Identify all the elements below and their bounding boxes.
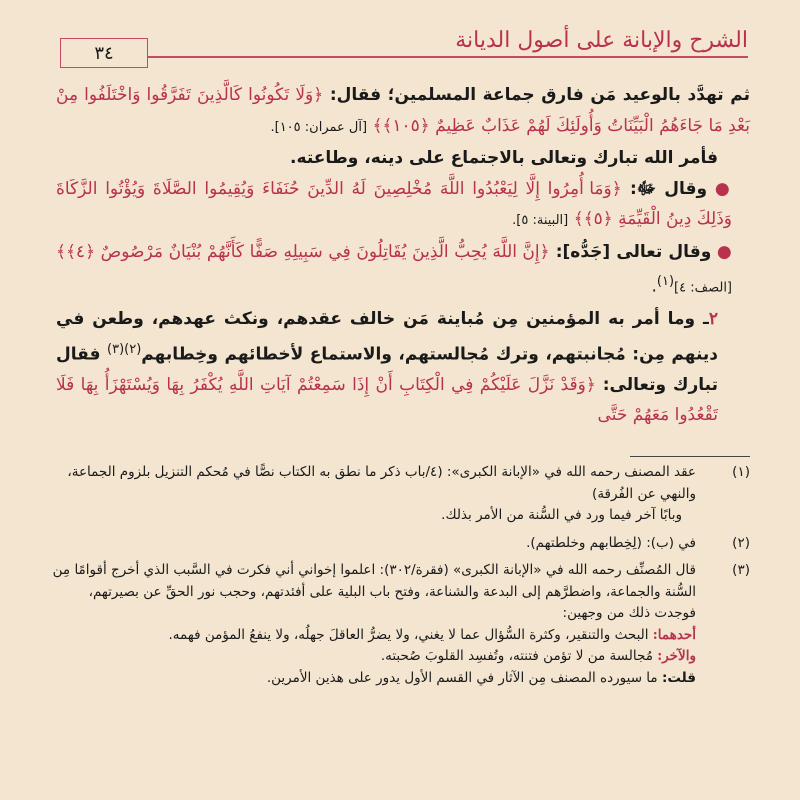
page-number-box bbox=[60, 38, 148, 68]
footnote-2 bbox=[52, 533, 750, 555]
comment-text: ما سيورده المصنف مِن الآثار في القسم الأول يدور على هذين الأمرين. bbox=[266, 669, 662, 686]
paragraph-2 bbox=[56, 143, 750, 174]
bullet-2: ● bbox=[716, 241, 732, 262]
footnote-3-text: قال المُصنِّف رحمه الله في «الإبانة الكبرى» (فقرة/٣٠٢): اعلموا إخواني أني فكرت في السَّبب الذي أخرج أقوامًا مِن السُّنة والجماعة، واضطرَّهم إلى البدعة والشناعة، وفتح باب البلية على أفئدتهم، وحجب نور الحقِّ عن بصيرتهم، فوجدت ذلك من وجهين: bbox=[52, 562, 696, 621]
quran-verse-4: ﴿وَقَدْ نَزَّلَ عَلَيْكُمْ فِي الْكِتَابِ أَنْ إِذَا سَمِعْتُمْ آيَاتِ اللَّهِ يُكْفَرُ بِهَا وَيُسْتَهْزَأُ بِهَا فَلَا تَقْعُدُوا مَعَهُمْ حَتَّى bbox=[56, 374, 718, 426]
p3-text: وقال ﷻ: bbox=[621, 178, 708, 199]
paragraph-5 bbox=[56, 304, 750, 431]
p1-text: ثم تهدَّد بالوعيد مَن فارق جماعة المسلمين؛ فقال: bbox=[323, 85, 751, 105]
running-title: الشرح والإبانة على أصول الديانة bbox=[455, 28, 748, 53]
footnote-1-text: عقد المصنف رحمه الله في «الإبانة الكبرى»: (٤/باب ذكر ما نطق به الكتاب نصًّا في مُحكم التنزيل بلزوم الجماعة، والنهي عن الفُرقة) bbox=[67, 464, 696, 502]
p5-text-c: فقال تبارك وتعالى: bbox=[56, 344, 718, 395]
point-1-text: البحث والتنقير، وكثرة السُّؤال عما لا يغني، ولا يضرُّ العاقلَ جهلُه، ولا ينفعُ المؤمن فهمه. bbox=[168, 626, 653, 643]
footnote-3-comment bbox=[52, 668, 696, 690]
paragraph-1 bbox=[56, 80, 750, 143]
point-2-text: مُجالسة من لا تؤمن فتنته، وتُفسِد القلوبَ صُحبته. bbox=[380, 648, 658, 664]
footnote-2-text: في (ب): (لِخِطابهم وخلطتهم). bbox=[526, 534, 696, 551]
page-number: ٣٤ bbox=[94, 42, 114, 64]
footnote-marker-1: (١) bbox=[656, 274, 675, 289]
p5-text-a: ـ وما أمر به المؤمنين مِن مُباينة مَن خالف عقدهم، ونكث عهدهم، وطعن في دينهم مِن: bbox=[56, 309, 719, 365]
p4-text: وقال تعالى [جَدُّه]: bbox=[549, 241, 712, 262]
footnote-rule bbox=[630, 456, 750, 457]
bullet-1: ● bbox=[714, 178, 732, 199]
main-text bbox=[56, 80, 750, 431]
footnote-number-2: (٢) bbox=[732, 534, 750, 551]
p5-text-b: مُجانبتهم، وترك مُجالستهم، والاستماع لأخطائهم وخِطابهم bbox=[141, 344, 626, 365]
p2-text: فأمر الله تبارك وتعالى بالاجتماع على دينه، وطاعته. bbox=[290, 148, 718, 168]
quran-verse-1: ﴿وَلَا تَكُونُوا كَالَّذِينَ تَفَرَّقُوا وَاخْتَلَفُوا مِنْ بَعْدِ مَا جَاءَهُمُ الْبَيِّنَاتُ وَأُولَئِكَ لَهُمْ عَذَابٌ عَظِيمٌ ﴿١٠٥﴾﴾ bbox=[56, 85, 750, 136]
quran-verse-2: ﴿وَمَا أُمِرُوا إِلَّا لِيَعْبُدُوا اللَّهَ مُخْلِصِينَ لَهُ الدِّينَ حُنَفَاءَ وَيُقِيمُوا الصَّلَاةَ وَيُؤْتُوا الزَّكَاةَ وَذَلِكَ دِينُ الْقَيِّمَةِ ﴿٥﴾﴾ bbox=[56, 178, 732, 229]
footnote-1 bbox=[52, 462, 750, 527]
point-2-label: والآخر: bbox=[657, 648, 696, 664]
verse-reference-3: [الصف: ٤] bbox=[674, 280, 732, 296]
page-header bbox=[60, 26, 748, 66]
paragraph-4: ● وقال تعالى [جَدُّه]: ﴿إِنَّ اللَّهَ يُحِبُّ الَّذِينَ يُقَاتِلُونَ فِي سَبِيلِهِ صَفًّا كَأَنَّهُمْ بُنْيَانٌ مَرْصُوصٌ ﴿٤﴾﴾ [الصف: ٤]$^{(١)}$. bbox=[56, 241, 732, 297]
footnote-number-1: (١) bbox=[732, 464, 750, 480]
footnote-3-point-2 bbox=[52, 646, 696, 668]
footnote-3 bbox=[52, 560, 750, 689]
quran-verse-3: ﴿إِنَّ اللَّهَ يُحِبُّ الَّذِينَ يُقَاتِلُونَ فِي سَبِيلِهِ صَفًّا كَأَنَّهُمْ بُنْيَانٌ مَرْصُوصٌ ﴿٤﴾﴾ bbox=[56, 241, 550, 262]
verse-reference-1: [آل عمران: ١٠٥]. bbox=[270, 119, 368, 135]
footnote-1-text-b: وبابًا آخر فيما ورد في السُّنة من الأمر بذلك. bbox=[441, 507, 682, 523]
header-rule bbox=[60, 56, 748, 58]
footnote-number-3: (٣) bbox=[732, 562, 750, 578]
verse-reference-2: [البينة: ٥]. bbox=[512, 213, 569, 228]
footnote-marker-2-3: (٢)(٣) bbox=[107, 341, 142, 357]
section-number: ٢ bbox=[708, 309, 718, 330]
comment-label: قلت: bbox=[661, 669, 696, 686]
footnotes bbox=[52, 462, 750, 689]
footnote-3-point-1 bbox=[52, 625, 696, 647]
point-1-label: أحدهما: bbox=[652, 626, 696, 643]
paragraph-3 bbox=[56, 174, 750, 237]
